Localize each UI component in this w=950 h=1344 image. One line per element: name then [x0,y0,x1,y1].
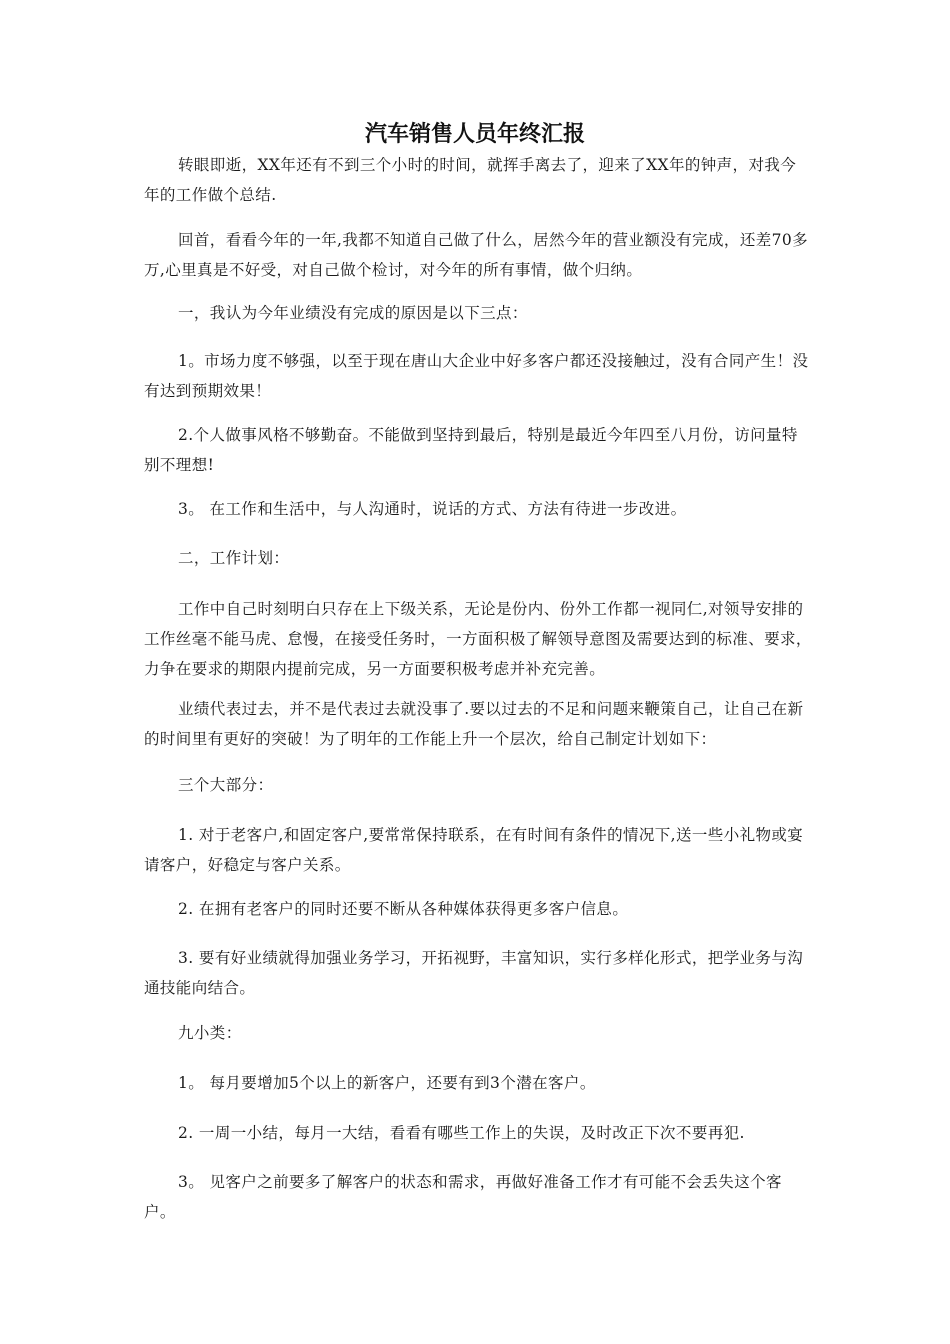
paragraph-item-3: 3。 见客户之前要多了解客户的状态和需求，再做好准备工作才有可能不会丢失这个客户。 [144,1173,782,1221]
paragraph-item-2: 2. 一周一小结，每月一大结，看看有哪些工作上的失误，及时改正下次不要再犯. [178,1124,745,1142]
paragraph-intro: 转眼即逝，XX年还有不到三个小时的时间，就挥手离去了，迎来了XX年的钟声，对我今年的工作做个总结. [144,156,797,204]
paragraph-section-two-heading: 二，工作计划： [178,549,290,567]
paragraph-part-1: 1. 对于老客户,和固定客户,要常常保持联系，在有时间有条件的情况下,送一些小礼物或宴请客户，好稳定与客户关系。 [144,826,804,874]
paragraph-reason-1: 1。市场力度不够强，以至于现在唐山大企业中好多客户都还没接触过，没有合同产生！没有达到预期效果！ [144,352,809,400]
document-title: 汽车销售人员年终汇报 [364,122,585,147]
paragraph-part-2: 2. 在拥有老客户的同时还要不断从各种媒体获得更多客户信息。 [178,900,629,918]
paragraph-reason-2: 2.个人做事风格不够勤奋。不能做到坚持到最后，特别是最近今年四至八月份，访问量特别不理想! [144,426,798,474]
paragraph-reason-3: 3。 在工作和生活中，与人沟通时，说话的方式、方法有待进一步改进。 [178,500,687,518]
paragraph-performance: 业绩代表过去，并不是代表过去就没事了.要以过去的不足和问题来鞭策自己，让自己在新的时间里有更好的突破！为了明年的工作能上升一个层次，给自己制定计划如下： [144,700,804,748]
paragraph-part-3: 3. 要有好业绩就得加强业务学习，开拓视野，丰富知识，实行多样化形式，把学业务与沟通技能向结合。 [144,949,804,997]
paragraph-work-attitude: 工作中自己时刻明白只存在上下级关系，无论是份内、份外工作都一视同仁,对领导安排的工作丝毫不能马虎、怠慢，在接受任务时，一方面积极了解领导意图及需要达到的标准、要求，力争在要求的期限内提前完成，另一方面要积极考虑并补充完善。 [144,600,812,678]
paragraph-nine-items-heading: 九小类： [178,1024,242,1042]
paragraph-item-1: 1。 每月要增加5个以上的新客户，还要有到3个潜在客户。 [178,1074,596,1092]
paragraph-review: 回首，看看今年的一年,我都不知道自己做了什么，居然今年的营业额没有完成，还差70多万,心里真是不好受，对自己做个检讨，对今年的所有事情，做个归纳。 [144,231,809,279]
paragraph-three-parts-heading: 三个大部分： [178,776,274,794]
paragraph-section-one-heading: 一，我认为今年业绩没有完成的原因是以下三点： [178,304,528,322]
